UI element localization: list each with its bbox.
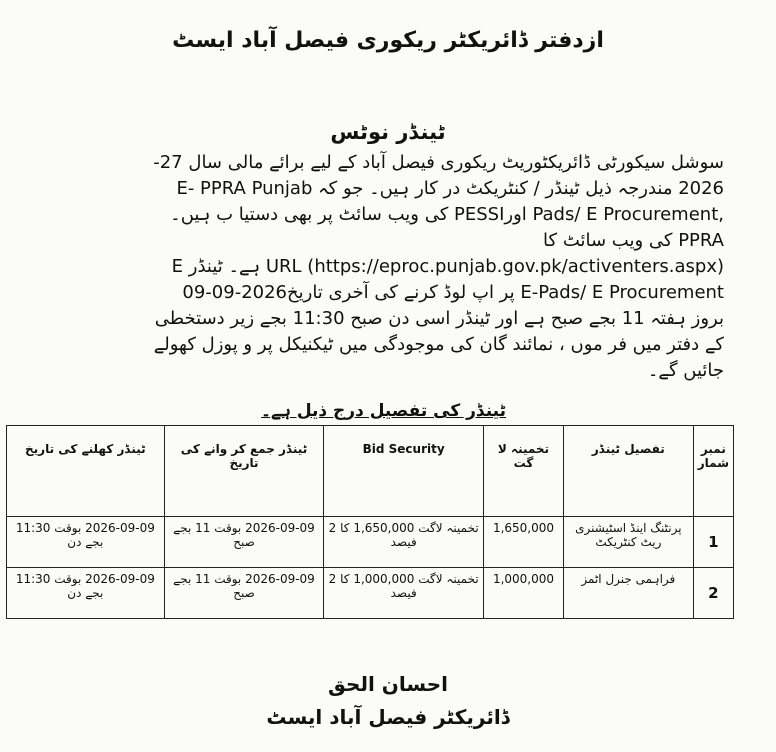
cell-bid-security: تخمینہ لاگت 1,000,000 کا 2 فیصد (324, 568, 484, 619)
cell-serial: 2 (693, 568, 733, 619)
office-heading: ازدفتر ڈائریکٹر ریکوری فیصل آباد ایسٹ (172, 28, 604, 53)
col-header-serial: نمبر شمار (693, 426, 733, 517)
cell-opening-date: 2026-09-09 بوقت 11:30 بجے دن (7, 517, 165, 568)
notice-line: E-Pads/ E Procurement پر اپ لوڈ کرنے کی آخری تاریخ2026-09-09 (182, 282, 724, 303)
notice-line: PPRA کی ویب سائٹ کا (543, 230, 724, 251)
notice-line: جائیں گے۔ (647, 360, 724, 381)
cell-estimated-cost: 1,650,000 (484, 517, 564, 568)
cell-description: فراہمی جنرل اٹمز (563, 568, 693, 619)
signatory-title: ڈائریکٹر فیصل آباد ایسٹ (266, 705, 510, 729)
cell-estimated-cost: 1,000,000 (484, 568, 564, 619)
notice-line: 2026 مندرجہ ذیل ٹینڈر / کنٹریکٹ در کار ہیں۔ جو کہ E- PPRA Punjab (176, 178, 724, 199)
col-header-description: تفصیل ٹینڈر (563, 426, 693, 517)
cell-opening-date: 2026-09-09 بوقت 11:30 بجے دن (7, 568, 165, 619)
details-heading: ٹینڈر کی تفصیل درج ذیل ہے۔ (261, 401, 506, 421)
col-header-opening-date: ٹینڈر کھلنے کی تاریخ (7, 426, 165, 517)
notice-line: سوشل سیکورٹی ڈائریکٹوریٹ ریکوری فیصل آباد کے لیے برائے مالی سال 27- (153, 152, 724, 173)
cell-serial: 1 (693, 517, 733, 568)
notice-line-with-url[interactable]: URL (https://eproc.punjab.gov.pk/activenters.aspx) ہے۔ ٹینڈر E (171, 256, 724, 277)
signatory-name: احسان الحق (328, 672, 448, 696)
tender-table (6, 425, 734, 619)
col-header-estimated-cost: تخمینہ لا گت (484, 426, 564, 517)
table-row (7, 517, 734, 568)
notice-title: ٹینڈر نوٹس (330, 120, 446, 144)
col-header-submission-date: ٹینڈر جمع کر وانے کی تاریخ (164, 426, 324, 517)
notice-line: ,Pads/ E Procurement اورPESSI کی ویب سائٹ پر بھی دستیا ب ہیں۔ (170, 204, 724, 225)
col-header-bid-security: Bid Security (324, 426, 484, 517)
table-row (7, 568, 734, 619)
notice-line: بروز ہفتہ 11 بجے صبح ہے اور ٹینڈر اسی دن صبح 11:30 بجے زیر دستخطی (154, 308, 724, 329)
table-header-row (7, 426, 734, 517)
cell-submission-date: 2026-09-09 بوقت 11 بجے صبح (164, 568, 324, 619)
notice-line: کے دفتر میں فر موں ، نمائند گان کی موجودگی میں ٹیکنیکل پر و پوزل کھولے (153, 334, 724, 355)
notice-body (84, 150, 724, 384)
cell-bid-security: تخمینہ لاگت 1,650,000 کا 2 فیصد (324, 517, 484, 568)
cell-description: پرنٹنگ اینڈ اسٹیشنری ریٹ کنٹریکٹ (563, 517, 693, 568)
cell-submission-date: 2026-09-09 بوقت 11 بجے صبح (164, 517, 324, 568)
